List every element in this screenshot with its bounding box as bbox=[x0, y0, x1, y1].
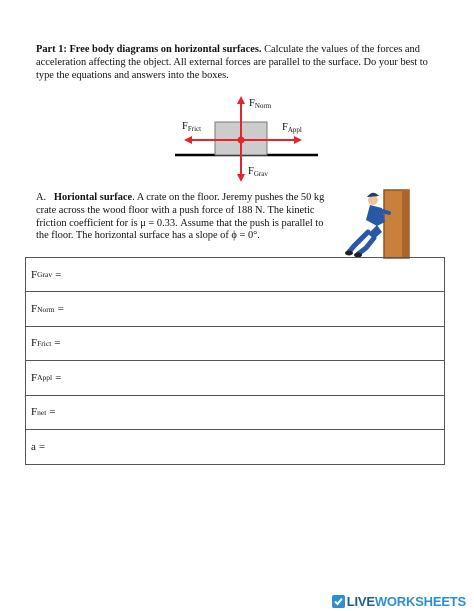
answer-subscript: Norm bbox=[37, 304, 55, 314]
liveworksheets-logo bbox=[332, 593, 466, 609]
answer-input[interactable] bbox=[67, 368, 267, 388]
answer-symbol: F bbox=[31, 303, 38, 316]
answer-subscript: Frict bbox=[37, 338, 52, 348]
equals-sign: = bbox=[49, 406, 56, 419]
equals-sign: = bbox=[54, 337, 61, 350]
problem-title: Horiontal surface bbox=[53, 192, 133, 203]
problem-text: . A crate on the floor. Jeremy pushes the 50 kg crate across the wood floor with a push force of 188 N. The kinetic friction coefficient for is μ = 0.33. Assume that the push is parallel to the floor. The horizontal surface has a slope of ϕ = 0°. bbox=[36, 192, 325, 242]
label-f-norm: $F_{Norm}$ bbox=[249, 98, 272, 110]
answer-row bbox=[26, 430, 444, 464]
answer-row bbox=[26, 292, 444, 326]
answer-input[interactable] bbox=[67, 333, 267, 353]
answer-input[interactable] bbox=[62, 402, 262, 422]
answer-subscript: net bbox=[37, 407, 47, 417]
label-f-grav: $F_{Grav}$ bbox=[248, 166, 268, 178]
answer-row bbox=[26, 361, 444, 395]
answer-input[interactable] bbox=[70, 299, 270, 319]
answer-input[interactable] bbox=[67, 265, 267, 285]
answer-symbol: F bbox=[31, 337, 38, 350]
equals-sign: = bbox=[38, 441, 46, 454]
liveworksheets-icon bbox=[332, 595, 345, 608]
intro-text: Calculate the values of the forces and acceleration affecting the object. All external forces are parallel to the surface. Do your best to type the equations and answers into the boxes. bbox=[36, 44, 428, 81]
answer-subscript: Grav bbox=[37, 270, 53, 280]
equals-sign: = bbox=[55, 268, 62, 281]
equals-sign: = bbox=[55, 371, 62, 384]
answer-symbol: F bbox=[31, 268, 38, 281]
answer-row bbox=[26, 258, 444, 292]
answer-row bbox=[26, 327, 444, 361]
label-f-frict: $F_{Frict}$ bbox=[182, 121, 202, 133]
problem-a bbox=[36, 192, 336, 243]
answer-table bbox=[25, 257, 445, 465]
problem-letter: A. bbox=[36, 192, 47, 203]
intro-paragraph bbox=[36, 43, 440, 82]
center-of-mass-dot bbox=[238, 137, 245, 144]
answer-symbol: F bbox=[31, 406, 38, 419]
logo-text-worksheets: WORKSHEETS bbox=[374, 593, 466, 609]
equals-sign: = bbox=[57, 303, 64, 316]
answer-symbol: a bbox=[31, 441, 36, 454]
answer-row bbox=[26, 396, 444, 430]
answer-subscript: Appl bbox=[37, 373, 53, 383]
fbd-graphic bbox=[170, 92, 320, 187]
worker-pushing-door-icon bbox=[344, 186, 412, 260]
answer-input[interactable] bbox=[51, 437, 251, 457]
logo-text-live: LIVE bbox=[346, 593, 375, 609]
label-f-appl: $F_{Appl}$ bbox=[282, 122, 302, 134]
answer-symbol: F bbox=[31, 371, 38, 384]
intro-heading: Part 1: Free body diagrams on horizontal surfaces. bbox=[36, 44, 262, 55]
free-body-diagram bbox=[170, 92, 320, 187]
